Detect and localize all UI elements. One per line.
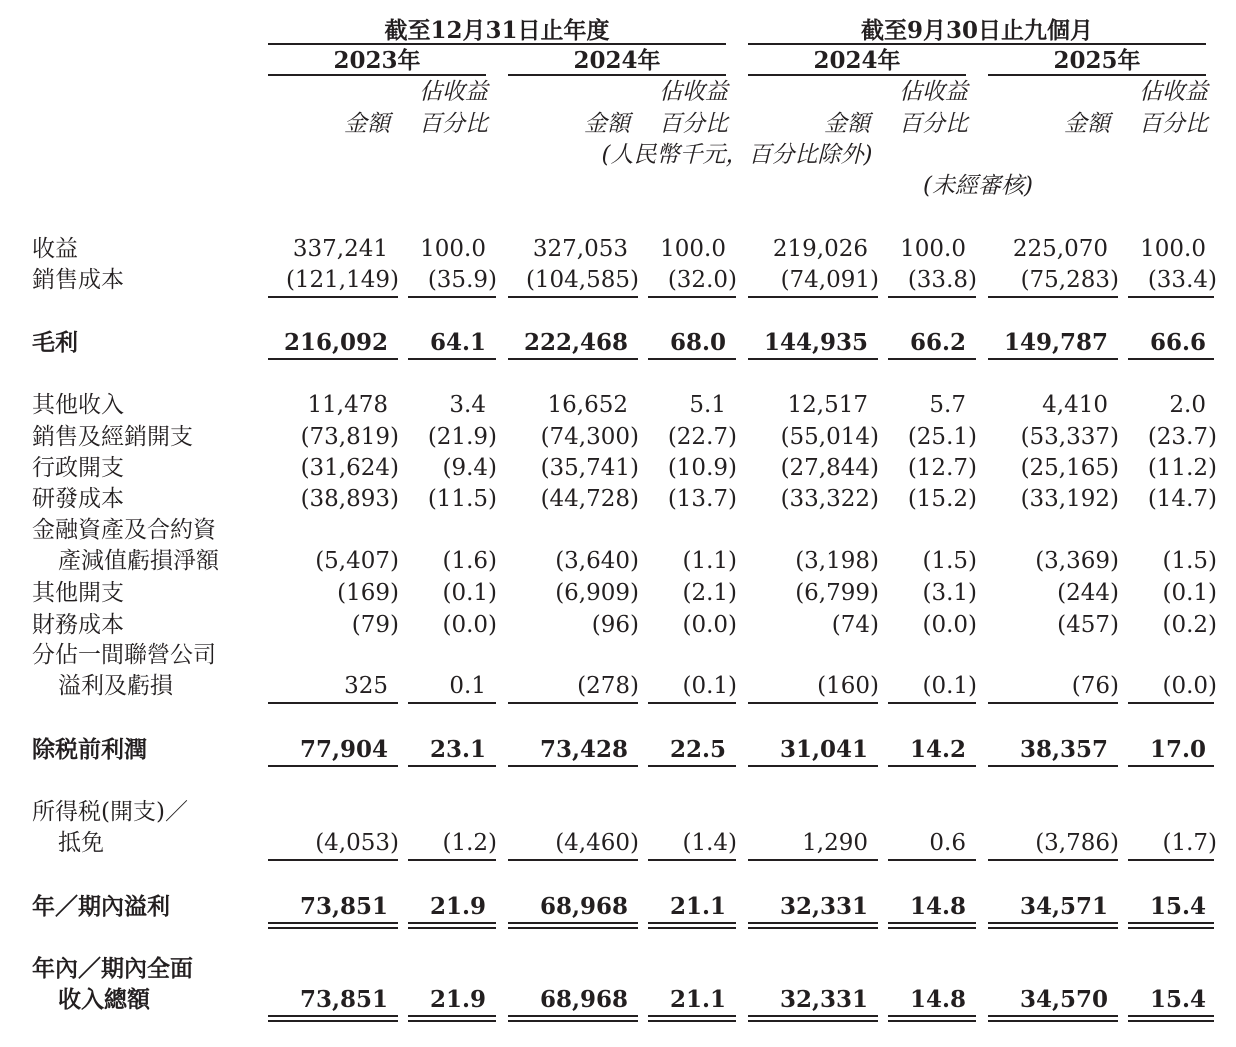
row-label: 銷售成本 bbox=[32, 267, 124, 293]
row-label: 年內／期內全面 bbox=[32, 955, 193, 982]
percentage-cell: (9.4) bbox=[442, 455, 497, 481]
year-header: 2024年 bbox=[573, 47, 661, 74]
underline-rule bbox=[408, 922, 496, 924]
amount-cell: (27,844) bbox=[780, 455, 879, 481]
amount-cell: (35,741) bbox=[540, 455, 639, 481]
amount-header: 金額 bbox=[344, 111, 390, 137]
amount-cell: (3,786) bbox=[1035, 830, 1119, 856]
underline-rule bbox=[508, 765, 638, 767]
amount-cell: (33,192) bbox=[1020, 486, 1119, 512]
row-label: 除税前利潤 bbox=[32, 736, 147, 763]
amount-cell: 34,571 bbox=[1019, 893, 1108, 920]
amount-header: 金額 bbox=[1064, 111, 1110, 137]
amount-cell: 327,053 bbox=[532, 236, 628, 262]
percentage-cell: (0.0) bbox=[922, 612, 977, 638]
underline-rule bbox=[408, 1015, 496, 1017]
row-label: 其他收入 bbox=[32, 392, 124, 418]
amount-cell: 225,070 bbox=[1012, 236, 1108, 262]
underline-rule bbox=[888, 1015, 976, 1017]
underline-rule bbox=[748, 927, 878, 929]
amount-cell: 73,851 bbox=[299, 893, 388, 920]
underline-rule bbox=[988, 358, 1118, 360]
underline-rule bbox=[648, 1020, 736, 1022]
row-label: 其他開支 bbox=[32, 580, 124, 606]
row-label: 財務成本 bbox=[32, 612, 124, 638]
underline-rule bbox=[988, 765, 1118, 767]
amount-cell: 216,092 bbox=[283, 329, 388, 356]
row-label: 行政開支 bbox=[32, 455, 124, 481]
amount-cell: (5,407) bbox=[315, 548, 399, 574]
unit-note: (人民幣千元，百分比除外) bbox=[601, 142, 873, 168]
underline-rule bbox=[888, 922, 976, 924]
percentage-cell: (0.1) bbox=[682, 673, 737, 699]
amount-cell: (3,198) bbox=[795, 548, 879, 574]
percentage-cell: (10.9) bbox=[667, 455, 737, 481]
percentage-cell: 14.8 bbox=[909, 986, 966, 1013]
amount-cell: (121,149) bbox=[285, 267, 399, 293]
percentage-cell: (14.7) bbox=[1147, 486, 1217, 512]
pct-header-bottom: 百分比 bbox=[899, 111, 968, 137]
underline-rule bbox=[1128, 296, 1214, 298]
underline-rule bbox=[508, 927, 638, 929]
year-header: 2024年 bbox=[813, 47, 901, 74]
amount-cell: 337,241 bbox=[292, 236, 388, 262]
underline-rule bbox=[1128, 922, 1214, 924]
amount-cell: (55,014) bbox=[780, 424, 879, 450]
percentage-cell: (22.7) bbox=[667, 424, 737, 450]
unaudited-note: (未經審核) bbox=[923, 173, 1033, 199]
underline-rule bbox=[988, 922, 1118, 924]
underline-rule bbox=[268, 358, 398, 360]
amount-cell: (6,799) bbox=[795, 580, 879, 606]
amount-cell: (44,728) bbox=[540, 486, 639, 512]
period-header-nine-months: 截至9月30日止九個月 bbox=[860, 17, 1093, 44]
percentage-cell: 100.0 bbox=[900, 236, 966, 262]
amount-cell: 68,968 bbox=[539, 893, 628, 920]
underline-rule bbox=[1128, 358, 1214, 360]
percentage-cell: 68.0 bbox=[669, 329, 726, 356]
underline-rule bbox=[508, 702, 638, 704]
row-label: 收益 bbox=[32, 236, 78, 262]
percentage-cell: 15.4 bbox=[1149, 986, 1206, 1013]
amount-cell: 222,468 bbox=[523, 329, 628, 356]
amount-cell: 12,517 bbox=[787, 392, 868, 418]
underline-rule bbox=[648, 859, 736, 861]
percentage-cell: 22.5 bbox=[669, 736, 726, 763]
underline-rule bbox=[888, 859, 976, 861]
underline-rule bbox=[648, 358, 736, 360]
percentage-cell: (35.9) bbox=[427, 267, 497, 293]
underline-rule bbox=[268, 1015, 398, 1017]
underline-rule bbox=[1128, 927, 1214, 929]
pct-header-top: 佔收益 bbox=[659, 79, 728, 105]
underline-rule bbox=[648, 296, 736, 298]
underline-rule bbox=[408, 765, 496, 767]
percentage-cell: (23.7) bbox=[1147, 424, 1217, 450]
amount-cell: (4,460) bbox=[555, 830, 639, 856]
percentage-cell: 15.4 bbox=[1149, 893, 1206, 920]
header-rule bbox=[748, 43, 1206, 45]
percentage-cell: 21.1 bbox=[669, 986, 726, 1013]
underline-rule bbox=[508, 296, 638, 298]
amount-cell: 32,331 bbox=[779, 986, 868, 1013]
underline-rule bbox=[648, 765, 736, 767]
percentage-cell: 3.4 bbox=[449, 392, 486, 418]
row-label: 年／期內溢利 bbox=[32, 893, 170, 920]
underline-rule bbox=[988, 296, 1118, 298]
percentage-cell: (0.1) bbox=[442, 580, 497, 606]
percentage-cell: (1.7) bbox=[1162, 830, 1217, 856]
percentage-cell: (1.2) bbox=[442, 830, 497, 856]
amount-cell: 1,290 bbox=[802, 830, 868, 856]
percentage-cell: 100.0 bbox=[660, 236, 726, 262]
pct-header-bottom: 百分比 bbox=[659, 111, 728, 137]
pct-header-bottom: 百分比 bbox=[419, 111, 488, 137]
percentage-cell: 23.1 bbox=[429, 736, 486, 763]
underline-rule bbox=[748, 1020, 878, 1022]
percentage-cell: 0.1 bbox=[449, 673, 486, 699]
amount-cell: 219,026 bbox=[772, 236, 868, 262]
underline-rule bbox=[888, 358, 976, 360]
pct-header-top: 佔收益 bbox=[1139, 79, 1208, 105]
percentage-cell: (0.0) bbox=[1162, 673, 1217, 699]
percentage-cell: 5.7 bbox=[929, 392, 966, 418]
year-rule bbox=[268, 74, 486, 76]
underline-rule bbox=[408, 1020, 496, 1022]
header-rule bbox=[268, 43, 726, 45]
amount-cell: (53,337) bbox=[1020, 424, 1119, 450]
underline-rule bbox=[648, 1015, 736, 1017]
amount-cell: 32,331 bbox=[779, 893, 868, 920]
year-header: 2023年 bbox=[333, 47, 421, 74]
underline-rule bbox=[748, 859, 878, 861]
amount-cell: (169) bbox=[337, 580, 399, 606]
row-label: 毛利 bbox=[32, 329, 78, 356]
underline-rule bbox=[268, 927, 398, 929]
percentage-cell: (0.1) bbox=[1162, 580, 1217, 606]
underline-rule bbox=[1128, 765, 1214, 767]
amount-cell: (74,091) bbox=[780, 267, 879, 293]
underline-rule bbox=[408, 296, 496, 298]
underline-rule bbox=[748, 702, 878, 704]
amount-cell: (244) bbox=[1057, 580, 1119, 606]
amount-header: 金額 bbox=[584, 111, 630, 137]
percentage-cell: 66.6 bbox=[1149, 329, 1206, 356]
amount-cell: (38,893) bbox=[300, 486, 399, 512]
percentage-cell: 100.0 bbox=[420, 236, 486, 262]
underline-rule bbox=[988, 702, 1118, 704]
underline-rule bbox=[888, 1020, 976, 1022]
underline-rule bbox=[988, 1020, 1118, 1022]
percentage-cell: (0.1) bbox=[922, 673, 977, 699]
underline-rule bbox=[748, 922, 878, 924]
underline-rule bbox=[888, 927, 976, 929]
underline-rule bbox=[508, 859, 638, 861]
underline-rule bbox=[408, 859, 496, 861]
underline-rule bbox=[748, 1015, 878, 1017]
amount-cell: (6,909) bbox=[555, 580, 639, 606]
percentage-cell: 2.0 bbox=[1169, 392, 1206, 418]
amount-cell: (74,300) bbox=[540, 424, 639, 450]
amount-cell: (457) bbox=[1057, 612, 1119, 638]
percentage-cell: (0.0) bbox=[442, 612, 497, 638]
percentage-cell: (32.0) bbox=[667, 267, 737, 293]
underline-rule bbox=[508, 358, 638, 360]
amount-cell: (160) bbox=[817, 673, 879, 699]
percentage-cell: 66.2 bbox=[909, 329, 966, 356]
underline-rule bbox=[1128, 1020, 1214, 1022]
percentage-cell: (11.2) bbox=[1147, 455, 1217, 481]
row-label: 抵免 bbox=[58, 830, 104, 856]
underline-rule bbox=[1128, 702, 1214, 704]
percentage-cell: (1.5) bbox=[922, 548, 977, 574]
row-label: 金融資產及合約資 bbox=[32, 517, 216, 543]
percentage-cell: (1.1) bbox=[682, 548, 737, 574]
amount-cell: (73,819) bbox=[300, 424, 399, 450]
underline-rule bbox=[888, 296, 976, 298]
percentage-cell: 14.2 bbox=[909, 736, 966, 763]
underline-rule bbox=[268, 702, 398, 704]
percentage-cell: (11.5) bbox=[427, 486, 497, 512]
amount-cell: (278) bbox=[577, 673, 639, 699]
underline-rule bbox=[408, 358, 496, 360]
underline-rule bbox=[748, 296, 878, 298]
period-header-year: 截至12月31日止年度 bbox=[384, 17, 610, 44]
amount-cell: (4,053) bbox=[315, 830, 399, 856]
amount-cell: 149,787 bbox=[1003, 329, 1108, 356]
underline-rule bbox=[1128, 1015, 1214, 1017]
underline-rule bbox=[268, 296, 398, 298]
underline-rule bbox=[988, 927, 1118, 929]
percentage-cell: 5.1 bbox=[689, 392, 726, 418]
percentage-cell: 17.0 bbox=[1149, 736, 1206, 763]
percentage-cell: (1.5) bbox=[1162, 548, 1217, 574]
underline-rule bbox=[748, 765, 878, 767]
amount-cell: (96) bbox=[591, 612, 639, 638]
underline-rule bbox=[508, 922, 638, 924]
underline-rule bbox=[408, 702, 496, 704]
amount-cell: (76) bbox=[1071, 673, 1119, 699]
amount-cell: 77,904 bbox=[299, 736, 388, 763]
amount-cell: 38,357 bbox=[1019, 736, 1108, 763]
row-label: 收入總額 bbox=[58, 986, 150, 1013]
year-rule bbox=[748, 74, 966, 76]
year-rule bbox=[508, 74, 726, 76]
amount-cell: 16,652 bbox=[547, 392, 628, 418]
percentage-cell: 100.0 bbox=[1140, 236, 1206, 262]
percentage-cell: (33.4) bbox=[1147, 267, 1217, 293]
amount-cell: 144,935 bbox=[763, 329, 868, 356]
percentage-cell: 21.1 bbox=[669, 893, 726, 920]
amount-cell: (74) bbox=[831, 612, 879, 638]
row-label: 研發成本 bbox=[32, 486, 124, 512]
underline-rule bbox=[508, 1015, 638, 1017]
amount-cell: 73,428 bbox=[539, 736, 628, 763]
amount-cell: 325 bbox=[344, 673, 388, 699]
underline-rule bbox=[1128, 859, 1214, 861]
underline-rule bbox=[648, 702, 736, 704]
underline-rule bbox=[268, 765, 398, 767]
percentage-cell: (33.8) bbox=[907, 267, 977, 293]
amount-header: 金額 bbox=[824, 111, 870, 137]
amount-cell: (75,283) bbox=[1020, 267, 1119, 293]
percentage-cell: 14.8 bbox=[909, 893, 966, 920]
percentage-cell: (13.7) bbox=[667, 486, 737, 512]
pct-header-top: 佔收益 bbox=[419, 79, 488, 105]
percentage-cell: (15.2) bbox=[907, 486, 977, 512]
amount-cell: (3,369) bbox=[1035, 548, 1119, 574]
underline-rule bbox=[268, 859, 398, 861]
amount-cell: (33,322) bbox=[780, 486, 879, 512]
underline-rule bbox=[988, 859, 1118, 861]
percentage-cell: (1.6) bbox=[442, 548, 497, 574]
row-label: 分佔一間聯營公司 bbox=[32, 642, 216, 668]
amount-cell: (3,640) bbox=[555, 548, 639, 574]
percentage-cell: (2.1) bbox=[682, 580, 737, 606]
percentage-cell: (1.4) bbox=[682, 830, 737, 856]
percentage-cell: (0.2) bbox=[1162, 612, 1217, 638]
percentage-cell: (3.1) bbox=[922, 580, 977, 606]
underline-rule bbox=[888, 765, 976, 767]
amount-cell: (104,585) bbox=[525, 267, 639, 293]
underline-rule bbox=[408, 927, 496, 929]
underline-rule bbox=[748, 358, 878, 360]
percentage-cell: (21.9) bbox=[427, 424, 497, 450]
percentage-cell: (25.1) bbox=[907, 424, 977, 450]
row-label: 所得税(開支)／ bbox=[32, 799, 188, 825]
row-label: 溢利及虧損 bbox=[58, 673, 173, 699]
underline-rule bbox=[888, 702, 976, 704]
amount-cell: (31,624) bbox=[300, 455, 399, 481]
percentage-cell: 21.9 bbox=[429, 986, 486, 1013]
underline-rule bbox=[508, 1020, 638, 1022]
amount-cell: 34,570 bbox=[1019, 986, 1108, 1013]
underline-rule bbox=[648, 927, 736, 929]
amount-cell: 4,410 bbox=[1042, 392, 1108, 418]
year-header: 2025年 bbox=[1053, 47, 1141, 74]
underline-rule bbox=[268, 922, 398, 924]
underline-rule bbox=[268, 1020, 398, 1022]
percentage-cell: (0.0) bbox=[682, 612, 737, 638]
amount-cell: 31,041 bbox=[779, 736, 868, 763]
amount-cell: 73,851 bbox=[299, 986, 388, 1013]
row-label: 產減值虧損淨額 bbox=[58, 548, 219, 574]
percentage-cell: 21.9 bbox=[429, 893, 486, 920]
underline-rule bbox=[988, 1015, 1118, 1017]
amount-cell: 68,968 bbox=[539, 986, 628, 1013]
pct-header-top: 佔收益 bbox=[899, 79, 968, 105]
percentage-cell: (12.7) bbox=[907, 455, 977, 481]
amount-cell: (79) bbox=[351, 612, 399, 638]
percentage-cell: 0.6 bbox=[929, 830, 966, 856]
amount-cell: 11,478 bbox=[307, 392, 388, 418]
year-rule bbox=[988, 74, 1206, 76]
row-label: 銷售及經銷開支 bbox=[32, 424, 193, 450]
amount-cell: (25,165) bbox=[1020, 455, 1119, 481]
percentage-cell: 64.1 bbox=[429, 329, 486, 356]
pct-header-bottom: 百分比 bbox=[1139, 111, 1208, 137]
underline-rule bbox=[648, 922, 736, 924]
